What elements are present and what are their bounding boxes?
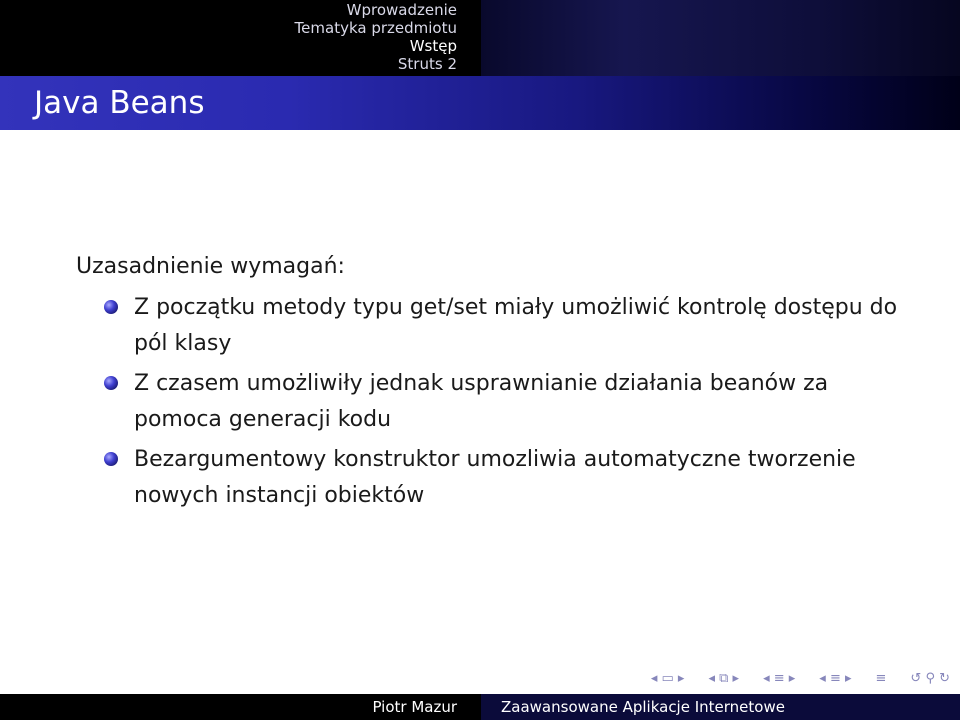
section-next-icon[interactable]: ≡ bbox=[875, 670, 887, 686]
frame-title: Java Beans bbox=[34, 85, 205, 121]
footer-left bbox=[0, 694, 481, 720]
bullet-ball-icon bbox=[104, 300, 118, 314]
section-navigation bbox=[0, 0, 481, 76]
bullet-text: Z początku metody typu get/set miały umożliwić kontrolę dostępu do pól klasy bbox=[134, 295, 898, 356]
top-navigation-left bbox=[0, 0, 481, 76]
top-navigation-bar bbox=[0, 0, 960, 76]
section-prev-icon[interactable]: ◂ ≡ ▸ bbox=[763, 670, 796, 686]
footer-right bbox=[481, 694, 960, 720]
search-icon[interactable]: ↺ ⚲ ↻ bbox=[910, 670, 950, 686]
nav-section-tematyka[interactable]: Tematyka przedmiotu bbox=[294, 19, 457, 37]
footer-author: Piotr Mazur bbox=[372, 698, 457, 716]
nav-section-wprowadzenie[interactable]: Wprowadzenie bbox=[346, 1, 457, 19]
bullet-text: Bezargumentowy konstruktor umozliwia automatyczne tworzenie nowych instancji obiektów bbox=[134, 447, 856, 508]
nav-first-icon[interactable]: ◂ ▭ ▸ bbox=[650, 670, 685, 686]
slide-content bbox=[76, 252, 916, 518]
frame-title-bar bbox=[0, 76, 960, 130]
frame-icon[interactable]: ◂ ⧉ ▸ bbox=[708, 670, 740, 686]
list-item bbox=[76, 290, 916, 362]
nav-section-struts[interactable]: Struts 2 bbox=[397, 55, 457, 73]
nav-section-wstep[interactable]: Wstęp bbox=[409, 37, 457, 55]
footer-course-title: Zaawansowane Aplikacje Internetowe bbox=[501, 698, 785, 716]
beamer-navigation-controls bbox=[620, 668, 950, 688]
bullet-ball-icon bbox=[104, 452, 118, 466]
list-item bbox=[76, 442, 916, 514]
subsection-icon[interactable]: ◂ ≡ ▸ bbox=[819, 670, 852, 686]
footer-bar bbox=[0, 694, 960, 720]
bullet-list bbox=[76, 290, 916, 514]
bullet-text: Z czasem umożliwiły jednak usprawnianie działania beanów za pomoca generacji kodu bbox=[134, 371, 829, 432]
list-item bbox=[76, 366, 916, 438]
content-heading: Uzasadnienie wymagań: bbox=[76, 254, 345, 279]
bullet-ball-icon bbox=[104, 376, 118, 390]
top-navigation-right bbox=[481, 0, 960, 76]
